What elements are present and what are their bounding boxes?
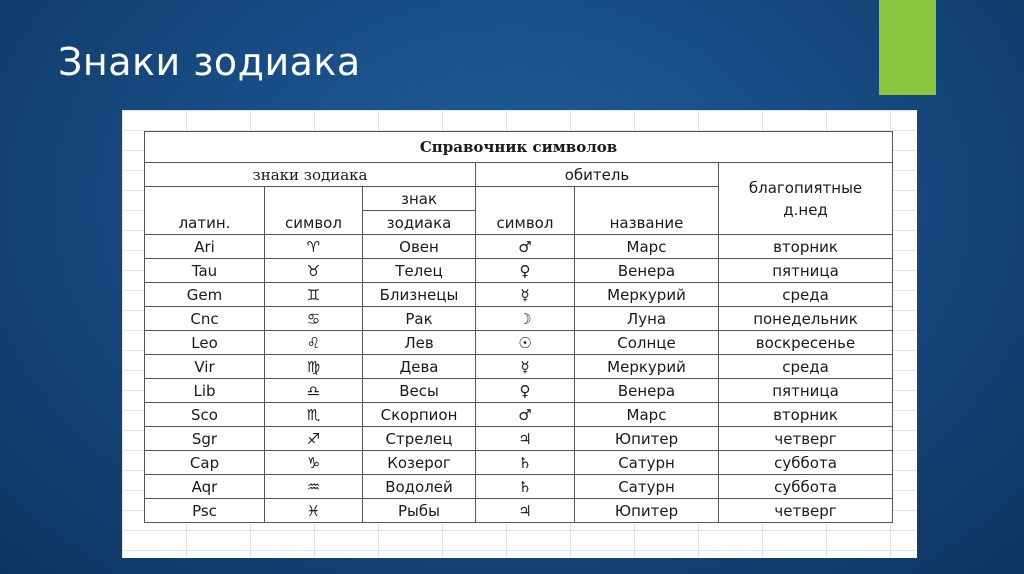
cell-lucky-day: четверг	[719, 499, 893, 523]
cell-sign-name: Скорпион	[363, 403, 476, 427]
header-sign-bottom: зодиака	[363, 211, 476, 235]
cell-sign-name: Козерог	[363, 451, 476, 475]
cell-lucky-day: вторник	[719, 235, 893, 259]
cell-planet-symbol: ☽	[476, 307, 575, 331]
table-row	[145, 355, 893, 379]
table-caption: Справочник символов	[145, 132, 893, 163]
cell-planet-symbol: ♂	[476, 403, 575, 427]
cell-sign-name: Рак	[363, 307, 476, 331]
cell-lucky-day: суббота	[719, 451, 893, 475]
cell-sign-name: Близнецы	[363, 283, 476, 307]
cell-lucky-day: пятница	[719, 259, 893, 283]
cell-planet-name: Меркурий	[575, 355, 719, 379]
table-row	[145, 427, 893, 451]
header-lucky-days: благопиятные д.нед	[719, 163, 893, 235]
header-zodiac-group: знаки зодиака	[145, 163, 476, 187]
cell-lucky-day: среда	[719, 355, 893, 379]
header-row-1	[145, 163, 893, 187]
cell-latin: Ari	[145, 235, 265, 259]
table-row	[145, 475, 893, 499]
table-row	[145, 259, 893, 283]
cell-sign-name: Водолей	[363, 475, 476, 499]
cell-lucky-day: четверг	[719, 427, 893, 451]
table-row	[145, 403, 893, 427]
cell-planet-symbol: ♄	[476, 451, 575, 475]
cell-latin: Sco	[145, 403, 265, 427]
cell-planet-symbol: ☿	[476, 283, 575, 307]
cell-zodiac-symbol: ♌	[265, 331, 363, 355]
table-row	[145, 451, 893, 475]
cell-planet-name: Меркурий	[575, 283, 719, 307]
zodiac-reference-table	[144, 131, 893, 523]
cell-latin: Aqr	[145, 475, 265, 499]
cell-planet-name: Луна	[575, 307, 719, 331]
cell-latin: Vir	[145, 355, 265, 379]
cell-latin: Sgr	[145, 427, 265, 451]
cell-planet-name: Солнце	[575, 331, 719, 355]
cell-planet-name: Марс	[575, 403, 719, 427]
cell-latin: Gem	[145, 283, 265, 307]
cell-latin: Tau	[145, 259, 265, 283]
spreadsheet-image	[122, 110, 917, 558]
cell-latin: Cap	[145, 451, 265, 475]
cell-zodiac-symbol: ♊	[265, 283, 363, 307]
cell-zodiac-symbol: ♍	[265, 355, 363, 379]
cell-zodiac-symbol: ♈	[265, 235, 363, 259]
cell-zodiac-symbol: ♒	[265, 475, 363, 499]
cell-planet-symbol: ☉	[476, 331, 575, 355]
header-abode-name: название	[575, 187, 719, 235]
cell-sign-name: Рыбы	[363, 499, 476, 523]
header-sign-top: знак	[363, 187, 476, 211]
cell-planet-name: Венера	[575, 259, 719, 283]
cell-zodiac-symbol: ♎	[265, 379, 363, 403]
cell-lucky-day: пятница	[719, 379, 893, 403]
cell-planet-name: Марс	[575, 235, 719, 259]
cell-latin: Cnc	[145, 307, 265, 331]
cell-planet-name: Юпитер	[575, 427, 719, 451]
cell-planet-symbol: ♂	[476, 235, 575, 259]
header-abode-symbol: символ	[476, 187, 575, 235]
cell-zodiac-symbol: ♓	[265, 499, 363, 523]
cell-planet-symbol: ♄	[476, 475, 575, 499]
cell-zodiac-symbol: ♉	[265, 259, 363, 283]
cell-planet-name: Сатурн	[575, 475, 719, 499]
header-abode-group: обитель	[476, 163, 719, 187]
cell-planet-symbol: ♃	[476, 427, 575, 451]
cell-planet-symbol: ♀	[476, 379, 575, 403]
table-row	[145, 331, 893, 355]
cell-sign-name: Телец	[363, 259, 476, 283]
cell-latin: Leo	[145, 331, 265, 355]
cell-sign-name: Весы	[363, 379, 476, 403]
cell-sign-name: Лев	[363, 331, 476, 355]
cell-sign-name: Дева	[363, 355, 476, 379]
header-symbol: символ	[265, 187, 363, 235]
cell-planet-name: Юпитер	[575, 499, 719, 523]
cell-planet-symbol: ♃	[476, 499, 575, 523]
table-row	[145, 307, 893, 331]
table-row	[145, 235, 893, 259]
cell-lucky-day: вторник	[719, 403, 893, 427]
cell-lucky-day: воскресенье	[719, 331, 893, 355]
cell-planet-symbol: ☿	[476, 355, 575, 379]
cell-latin: Lib	[145, 379, 265, 403]
slide-title: Знаки зодиака	[58, 40, 361, 84]
table-row	[145, 379, 893, 403]
table-row	[145, 499, 893, 523]
cell-zodiac-symbol: ♏	[265, 403, 363, 427]
caption-row	[145, 132, 893, 163]
cell-lucky-day: суббота	[719, 475, 893, 499]
cell-planet-symbol: ♀	[476, 259, 575, 283]
cell-sign-name: Овен	[363, 235, 476, 259]
table-row	[145, 283, 893, 307]
header-latin: латин.	[145, 187, 265, 235]
cell-zodiac-symbol: ♐	[265, 427, 363, 451]
cell-lucky-day: понедельник	[719, 307, 893, 331]
cell-zodiac-symbol: ♑	[265, 451, 363, 475]
cell-planet-name: Венера	[575, 379, 719, 403]
cell-zodiac-symbol: ♋	[265, 307, 363, 331]
cell-lucky-day: среда	[719, 283, 893, 307]
cell-sign-name: Стрелец	[363, 427, 476, 451]
cell-latin: Psc	[145, 499, 265, 523]
cell-planet-name: Сатурн	[575, 451, 719, 475]
accent-bar	[879, 0, 936, 95]
